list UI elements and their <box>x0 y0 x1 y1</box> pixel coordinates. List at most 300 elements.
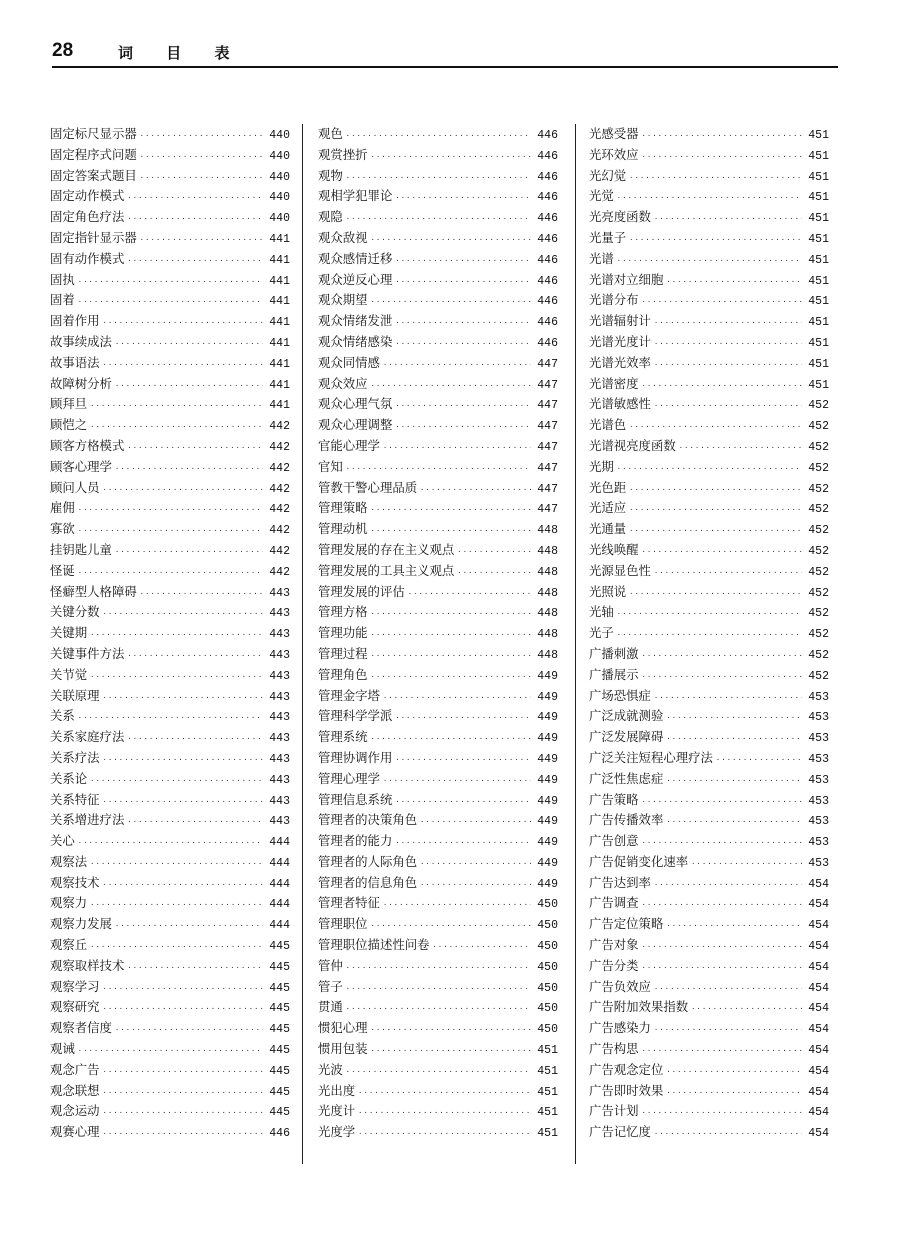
index-entry <box>50 1060 290 1081</box>
entry-term: 广告构思 <box>589 1041 639 1057</box>
dot-leader <box>78 521 263 542</box>
entry-page-number: 451 <box>808 274 829 288</box>
dot-leader <box>642 646 802 667</box>
entry-page-number: 453 <box>808 856 829 870</box>
entry-term: 故事语法 <box>50 354 100 370</box>
entry-page-number: 440 <box>269 191 290 205</box>
entry-term: 关节觉 <box>50 666 88 682</box>
index-entry <box>589 748 829 769</box>
entry-page-number: 454 <box>808 1023 829 1037</box>
dot-leader <box>371 230 531 251</box>
entry-page-number: 451 <box>537 1085 558 1099</box>
entry-term: 光适应 <box>589 500 627 516</box>
entry-page-number: 454 <box>808 1127 829 1141</box>
dot-leader <box>642 147 802 168</box>
entry-term: 管理发展的评估 <box>318 583 405 599</box>
page-number: 28 <box>52 40 74 61</box>
dot-leader <box>617 625 802 646</box>
entry-term: 广告达到率 <box>589 874 651 890</box>
entry-page-number: 450 <box>537 1023 558 1037</box>
index-entry <box>318 374 558 395</box>
dot-leader <box>90 937 263 958</box>
dot-leader <box>371 667 531 688</box>
index-entry <box>50 249 290 270</box>
entry-term: 观众感情迁移 <box>318 250 393 266</box>
index-entry <box>589 332 829 353</box>
index-entry <box>589 1081 829 1102</box>
entry-term: 固着作用 <box>50 313 100 329</box>
entry-term: 观察丘 <box>50 937 88 953</box>
dot-leader <box>642 542 802 563</box>
index-entry <box>589 166 829 187</box>
dot-leader <box>654 688 802 709</box>
entry-page-number: 443 <box>269 773 290 787</box>
entry-page-number: 453 <box>808 711 829 725</box>
entry-term: 广播展示 <box>589 666 639 682</box>
entry-page-number: 448 <box>537 524 558 538</box>
dot-leader <box>103 750 263 771</box>
entry-term: 观众逆反心理 <box>318 271 393 287</box>
entry-page-number: 442 <box>269 461 290 475</box>
entry-term: 广告调查 <box>589 895 639 911</box>
entry-page-number: 452 <box>808 482 829 496</box>
index-entry <box>50 290 290 311</box>
dot-leader <box>371 604 531 625</box>
entry-page-number: 442 <box>269 440 290 454</box>
dot-leader <box>127 812 263 833</box>
entry-term: 光期 <box>589 458 614 474</box>
dot-leader <box>127 729 263 750</box>
entry-page-number: 454 <box>808 1044 829 1058</box>
index-entry <box>50 602 290 623</box>
index-entry <box>50 893 290 914</box>
dot-leader <box>358 1083 531 1104</box>
index-entry <box>50 394 290 415</box>
dot-leader <box>371 646 531 667</box>
entry-page-number: 449 <box>537 773 558 787</box>
entry-term: 观察力 <box>50 895 88 911</box>
index-entry <box>318 1039 558 1060</box>
dot-leader <box>346 209 531 230</box>
entry-page-number: 450 <box>537 940 558 954</box>
index-entry <box>318 270 558 291</box>
dot-leader <box>90 667 263 688</box>
entry-page-number: 442 <box>269 544 290 558</box>
dot-leader <box>654 563 802 584</box>
dot-leader <box>629 500 802 521</box>
entry-page-number: 451 <box>808 191 829 205</box>
entry-page-number: 446 <box>537 170 558 184</box>
entry-page-number: 444 <box>269 856 290 870</box>
entry-term: 光谱对立细胞 <box>589 271 664 287</box>
entry-term: 光度计 <box>318 1103 356 1119</box>
page-header <box>52 38 838 68</box>
entry-page-number: 450 <box>537 919 558 933</box>
entry-page-number: 452 <box>808 648 829 662</box>
entry-term: 观察技术 <box>50 874 100 890</box>
dot-leader <box>654 979 802 1000</box>
entry-term: 惯犯心理 <box>318 1020 368 1036</box>
entry-term: 关联原理 <box>50 687 100 703</box>
dot-leader <box>103 313 263 334</box>
index-entry <box>589 145 829 166</box>
entry-term: 广告创意 <box>589 833 639 849</box>
entry-page-number: 447 <box>537 461 558 475</box>
entry-term: 顾恺之 <box>50 417 88 433</box>
entry-term: 光谱光效率 <box>589 354 651 370</box>
entry-page-number: 449 <box>537 794 558 808</box>
entry-page-number: 443 <box>269 752 290 766</box>
dot-leader <box>103 1124 263 1145</box>
dot-leader <box>78 708 263 729</box>
index-entry <box>318 394 558 415</box>
entry-term: 观众情绪发泄 <box>318 313 393 329</box>
entry-page-number: 443 <box>269 711 290 725</box>
index-entry <box>318 582 558 603</box>
dot-leader <box>371 147 531 168</box>
entry-page-number: 445 <box>269 1023 290 1037</box>
entry-page-number: 446 <box>269 1127 290 1141</box>
dot-leader <box>346 1062 531 1083</box>
index-entry <box>50 706 290 727</box>
entry-page-number: 451 <box>808 149 829 163</box>
entry-page-number: 449 <box>537 669 558 683</box>
entry-term: 管理过程 <box>318 645 368 661</box>
column-divider <box>575 124 576 1164</box>
dot-leader <box>115 1020 263 1041</box>
entry-term: 关系家庭疗法 <box>50 729 125 745</box>
index-entry <box>50 956 290 977</box>
index-entry <box>50 1018 290 1039</box>
dot-leader <box>90 854 263 875</box>
entry-page-number: 445 <box>269 1044 290 1058</box>
entry-page-number: 443 <box>269 815 290 829</box>
dot-leader <box>629 230 802 251</box>
index-entry <box>589 706 829 727</box>
index-entry <box>318 914 558 935</box>
index-entry <box>50 166 290 187</box>
entry-page-number: 440 <box>269 149 290 163</box>
entry-page-number: 453 <box>808 773 829 787</box>
index-entry <box>589 478 829 499</box>
dot-leader <box>127 188 263 209</box>
entry-page-number: 443 <box>269 586 290 600</box>
entry-term: 光色距 <box>589 479 627 495</box>
dot-leader <box>90 625 263 646</box>
index-entry <box>589 519 829 540</box>
index-entry <box>589 311 829 332</box>
dot-leader <box>666 916 802 937</box>
entry-term: 怪诞 <box>50 562 75 578</box>
dot-leader <box>654 355 802 376</box>
entry-page-number: 443 <box>269 732 290 746</box>
index-entry <box>318 893 558 914</box>
entry-page-number: 448 <box>537 607 558 621</box>
index-entry <box>318 790 558 811</box>
entry-term: 惯用包装 <box>318 1041 368 1057</box>
entry-page-number: 451 <box>808 170 829 184</box>
index-entry <box>589 873 829 894</box>
index-entry <box>50 1101 290 1122</box>
index-entry <box>50 914 290 935</box>
entry-term: 观众期望 <box>318 292 368 308</box>
entry-page-number: 449 <box>537 815 558 829</box>
entry-page-number: 452 <box>808 461 829 475</box>
index-entry <box>318 852 558 873</box>
index-entry <box>318 810 558 831</box>
entry-term: 管理者的信息角色 <box>318 874 418 890</box>
dot-leader <box>654 396 802 417</box>
dot-leader <box>395 313 531 334</box>
dot-leader <box>90 895 263 916</box>
dot-leader <box>629 168 802 189</box>
dot-leader <box>103 999 263 1020</box>
entry-page-number: 452 <box>808 607 829 621</box>
dot-leader <box>654 334 802 355</box>
entry-term: 观色 <box>318 126 343 141</box>
dot-leader <box>457 563 531 584</box>
entry-page-number: 454 <box>808 1106 829 1120</box>
entry-term: 观诫 <box>50 1041 75 1057</box>
index-entry <box>589 810 829 831</box>
entry-page-number: 454 <box>808 960 829 974</box>
index-entry <box>50 124 290 145</box>
entry-page-number: 446 <box>537 253 558 267</box>
entry-term: 管理发展的存在主义观点 <box>318 541 455 557</box>
entry-term: 固定指针显示器 <box>50 229 137 245</box>
entry-page-number: 442 <box>269 503 290 517</box>
dot-leader <box>115 334 263 355</box>
entry-page-number: 451 <box>537 1044 558 1058</box>
entry-page-number: 453 <box>808 836 829 850</box>
index-entry <box>589 1060 829 1081</box>
entry-page-number: 445 <box>269 1064 290 1078</box>
entry-page-number: 451 <box>808 336 829 350</box>
entry-term: 固定答案式题目 <box>50 167 137 183</box>
entry-term: 广告负效应 <box>589 978 651 994</box>
index-entry <box>50 145 290 166</box>
entry-term: 观相学犯罪论 <box>318 188 393 204</box>
index-entry <box>318 436 558 457</box>
dot-leader <box>420 875 531 896</box>
dot-leader <box>654 1020 802 1041</box>
dot-leader <box>103 1103 263 1124</box>
index-entry <box>318 623 558 644</box>
entry-page-number: 446 <box>537 129 558 142</box>
entry-term: 光谱密度 <box>589 375 639 391</box>
dot-leader <box>395 792 531 813</box>
entry-page-number: 443 <box>269 669 290 683</box>
dot-leader <box>642 126 802 147</box>
entry-term: 观赏挫折 <box>318 146 368 162</box>
entry-page-number: 448 <box>537 565 558 579</box>
dot-leader <box>642 1103 802 1124</box>
index-entry <box>318 956 558 977</box>
entry-page-number: 449 <box>537 752 558 766</box>
entry-page-number: 451 <box>808 378 829 392</box>
entry-page-number: 453 <box>808 690 829 704</box>
dot-leader <box>666 771 802 792</box>
entry-term: 观察力发展 <box>50 916 112 932</box>
index-entry <box>318 332 558 353</box>
index-entry <box>50 1081 290 1102</box>
dot-leader <box>642 667 802 688</box>
entry-page-number: 451 <box>537 1064 558 1078</box>
index-entry <box>50 810 290 831</box>
dot-leader <box>617 188 802 209</box>
index-entry <box>318 1081 558 1102</box>
entry-page-number: 441 <box>269 357 290 371</box>
entry-term: 管理金字塔 <box>318 687 380 703</box>
index-entry <box>318 540 558 561</box>
dot-leader <box>666 729 802 750</box>
entry-page-number: 450 <box>537 981 558 995</box>
dot-leader <box>140 147 263 168</box>
index-entry <box>318 706 558 727</box>
dot-leader <box>716 750 802 771</box>
entry-page-number: 454 <box>808 1085 829 1099</box>
entry-page-number: 447 <box>537 420 558 434</box>
index-entry <box>318 873 558 894</box>
entry-page-number: 447 <box>537 357 558 371</box>
entry-term: 管理职位 <box>318 916 368 932</box>
entry-page-number: 454 <box>808 919 829 933</box>
entry-page-number: 449 <box>537 732 558 746</box>
entry-term: 光谱敏感性 <box>589 396 651 412</box>
entry-term: 固定动作模式 <box>50 188 125 204</box>
entry-term: 固执 <box>50 271 75 287</box>
index-entry <box>589 1018 829 1039</box>
index-entry <box>50 415 290 436</box>
index-entry <box>50 686 290 707</box>
dot-leader <box>629 584 802 605</box>
dot-leader <box>642 937 802 958</box>
dot-leader <box>103 979 263 1000</box>
entry-page-number: 450 <box>537 898 558 912</box>
index-entry <box>318 457 558 478</box>
entry-term: 观众心理气氛 <box>318 396 393 412</box>
dot-leader <box>666 1062 802 1083</box>
entry-page-number: 441 <box>269 399 290 413</box>
entry-page-number: 450 <box>537 960 558 974</box>
dot-leader <box>420 812 531 833</box>
entry-page-number: 445 <box>269 940 290 954</box>
entry-term: 广告观念定位 <box>589 1061 664 1077</box>
entry-page-number: 444 <box>269 877 290 891</box>
index-entry <box>589 727 829 748</box>
index-entry <box>589 394 829 415</box>
entry-page-number: 449 <box>537 877 558 891</box>
entry-term: 广告策略 <box>589 791 639 807</box>
entry-page-number: 440 <box>269 170 290 184</box>
entry-page-number: 448 <box>537 648 558 662</box>
entry-page-number: 449 <box>537 711 558 725</box>
dot-leader <box>691 854 802 875</box>
entry-term: 观众情绪感染 <box>318 333 393 349</box>
index-entry <box>589 686 829 707</box>
entry-page-number: 443 <box>269 690 290 704</box>
index-column-1 <box>50 124 290 1143</box>
dot-leader <box>629 417 802 438</box>
index-entry <box>589 249 829 270</box>
entry-term: 管理信息系统 <box>318 791 393 807</box>
dot-leader <box>140 230 263 251</box>
index-entry <box>589 270 829 291</box>
entry-term: 观众敌视 <box>318 229 368 245</box>
index-entry <box>50 228 290 249</box>
entry-term: 广告计划 <box>589 1103 639 1119</box>
dot-leader <box>140 584 263 605</box>
entry-page-number: 451 <box>537 1127 558 1141</box>
entry-page-number: 452 <box>808 544 829 558</box>
dot-leader <box>127 251 263 272</box>
index-entry <box>589 457 829 478</box>
entry-page-number: 445 <box>269 1106 290 1120</box>
dot-leader <box>383 771 531 792</box>
entry-page-number: 441 <box>269 316 290 330</box>
entry-term: 光谱 <box>589 250 614 266</box>
entry-term: 顾问人员 <box>50 479 100 495</box>
index-entry <box>589 623 829 644</box>
index-entry <box>318 935 558 956</box>
dot-leader <box>371 521 531 542</box>
index-entry <box>589 893 829 914</box>
entry-term: 观察者信度 <box>50 1020 112 1036</box>
index-entry <box>589 1122 829 1143</box>
entry-term: 光谱色 <box>589 417 627 433</box>
entry-term: 管教干警心理品质 <box>318 479 418 495</box>
entry-page-number: 441 <box>269 253 290 267</box>
entry-page-number: 448 <box>537 586 558 600</box>
index-entry <box>589 997 829 1018</box>
index-column-2 <box>318 124 558 1143</box>
index-entry <box>318 290 558 311</box>
index-entry <box>50 748 290 769</box>
dot-leader <box>140 168 263 189</box>
dot-leader <box>395 396 531 417</box>
dot-leader <box>346 979 531 1000</box>
entry-page-number: 447 <box>537 503 558 517</box>
entry-page-number: 452 <box>808 524 829 538</box>
entry-term: 管理系统 <box>318 729 368 745</box>
dot-leader <box>103 1083 263 1104</box>
dot-leader <box>103 875 263 896</box>
entry-term: 管理者的能力 <box>318 833 393 849</box>
index-entry <box>589 665 829 686</box>
dot-leader <box>617 459 802 480</box>
dot-leader <box>666 812 802 833</box>
entry-term: 光波 <box>318 1061 343 1077</box>
dot-leader <box>457 542 531 563</box>
dot-leader <box>346 958 531 979</box>
entry-term: 光谱视亮度函数 <box>589 437 676 453</box>
entry-term: 管理者的人际角色 <box>318 853 418 869</box>
index-entry <box>589 769 829 790</box>
entry-page-number: 451 <box>808 357 829 371</box>
entry-page-number: 443 <box>269 607 290 621</box>
dot-leader <box>420 854 531 875</box>
index-entry <box>318 186 558 207</box>
index-entry <box>318 977 558 998</box>
entry-page-number: 452 <box>808 440 829 454</box>
entry-page-number: 451 <box>808 212 829 226</box>
index-entry <box>50 644 290 665</box>
dot-leader <box>408 584 531 605</box>
entry-term: 关键期 <box>50 625 88 641</box>
dot-leader <box>78 500 263 521</box>
dot-leader <box>140 126 263 147</box>
dot-leader <box>371 376 531 397</box>
